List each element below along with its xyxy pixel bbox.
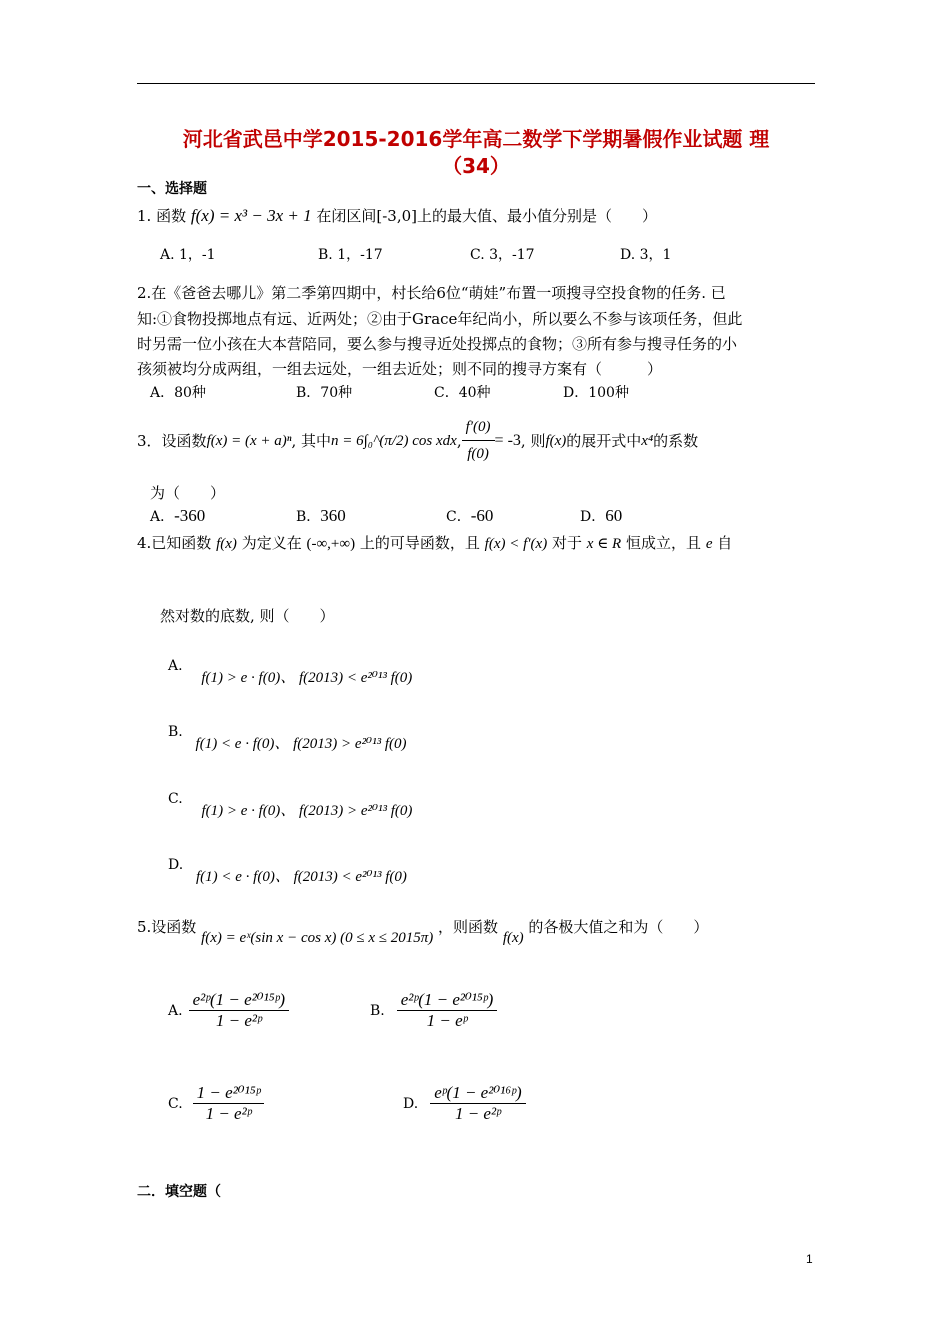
q1-number: 1.	[137, 207, 152, 225]
q5-option-a-label: A.	[168, 1002, 183, 1019]
q5-option-a-denominator: 1 − e²ᵖ	[215, 1011, 262, 1030]
q2-option-b: B．70种	[296, 385, 353, 401]
q3-option-b-value: 360	[320, 506, 346, 525]
q3-option-d-value: 60	[605, 506, 623, 525]
q4-formula-ineq: f(x) < f′(x)	[484, 536, 548, 552]
q5-option-d-denominator: 1 − e²ᵖ	[454, 1104, 501, 1123]
q3-option-c-label: C．	[446, 509, 471, 525]
q3-prefix: 设函数	[161, 431, 207, 450]
q1-suffix: 在闭区间[-3,0]上的最大值、最小值分别是（ ）	[316, 207, 658, 225]
q4-prefix: 4.已知函数	[137, 534, 212, 552]
q5-option-b	[370, 990, 497, 1031]
q4-text-4: 恒成立，且	[626, 534, 702, 552]
q5-option-c-numerator: 1 − e²⁰¹⁵ᵖ	[193, 1083, 265, 1104]
q2-line-3: 时另需一位小孩在大本营陪同，要么参与搜寻近处投掷点的食物；③所有参与搜寻任务的小	[137, 335, 738, 353]
q5-option-a-fraction	[189, 990, 290, 1031]
q1-option-b: B. 1，-17	[318, 247, 383, 263]
q5-option-d	[403, 1083, 526, 1124]
q5-option-c	[168, 1083, 264, 1124]
question-3	[137, 414, 698, 467]
q3-option-a-value: -360	[174, 506, 206, 525]
q5-suffix: 的各极大值之和为（ ）	[528, 918, 709, 936]
question-5	[137, 914, 709, 946]
q4-option-a-text: f(1) > e · f(0)、 f(2013) < e²⁰¹³ f(0)	[201, 670, 413, 686]
question-1	[137, 203, 657, 229]
q5-option-c-denominator: 1 − e²ᵖ	[205, 1104, 252, 1123]
q1-option-c: C. 3，-17	[470, 247, 535, 263]
section-choice-title: 一、选择题	[137, 181, 207, 197]
q3-formula-f: f(x) = (x + a)ⁿ	[206, 432, 292, 449]
q3-text-2: ,	[456, 431, 462, 450]
question-4	[137, 530, 732, 557]
q4-formula-f: f(x)	[216, 536, 237, 552]
header-rule	[137, 83, 815, 84]
q3-fraction-numerator: f′(0)	[462, 414, 495, 441]
q3-text-1: , 其中	[291, 431, 332, 450]
q4-text-1: 为定义在	[241, 534, 302, 552]
q5-option-b-numerator: e²ᵖ(1 − e²⁰¹⁵ᵖ)	[397, 990, 498, 1011]
q3-option-b	[296, 503, 346, 530]
q5-formula: f(x) = eˣ(sin x − cos x) (0 ≤ x ≤ 2015π)	[201, 930, 434, 946]
q5-option-a	[168, 990, 289, 1031]
q4-option-d	[168, 851, 407, 885]
q5-option-c-fraction	[193, 1083, 265, 1124]
q3-formula-fx: f(x)	[545, 432, 567, 449]
q3-option-d-label: D．	[580, 509, 606, 525]
q1-prefix: 函数	[156, 207, 187, 225]
q4-formula-e: e	[705, 536, 713, 552]
q3-suffix: 的系数	[653, 431, 699, 450]
q3-option-b-label: B．	[296, 509, 321, 525]
q3-fraction-denominator: f(0)	[467, 446, 489, 462]
q3-option-a	[150, 503, 205, 530]
q4-option-c	[168, 785, 413, 819]
q2-line-4: 孩须被均分成两组，一组去远处，一组去近处；则不同的搜寻方案有（ ）	[137, 360, 663, 378]
q5-option-d-fraction	[430, 1083, 525, 1124]
q4-line-2: 然对数的底数, 则（ ）	[160, 607, 335, 625]
q2-option-a: A．80种	[150, 385, 206, 401]
q4-option-c-label: C.	[168, 791, 183, 807]
q4-option-b	[168, 718, 407, 752]
q1-formula: f(x) = x³ − 3x + 1	[190, 206, 312, 225]
q3-number: 3．	[137, 431, 162, 450]
q4-text-2: 上的可导函数，且	[359, 534, 480, 552]
q2-line-1: 2.在《爸爸去哪儿》第二季第四期中，村长给6位“萌娃”布置一项搜寻空投食物的任务. 已	[137, 284, 726, 302]
q3-option-c	[446, 503, 493, 530]
q3-formula-n: n = 6∫₀^(π/2) cos xdx	[331, 432, 457, 449]
q5-text-1: ，则函数	[438, 918, 499, 936]
q4-option-b-text: f(1) < e · f(0)、 f(2013) > e²⁰¹³ f(0)	[195, 736, 407, 752]
q4-option-c-text: f(1) > e · f(0)、 f(2013) > e²⁰¹³ f(0)	[201, 803, 413, 819]
q3-fraction-rhs: = -3	[494, 431, 521, 449]
q4-text-3: 对于	[552, 534, 583, 552]
q3-formula-x4: x⁴	[641, 432, 654, 449]
q1-option-d: D. 3，1	[620, 247, 672, 263]
q4-formula-domain: (-∞,+∞)	[306, 536, 356, 552]
q4-option-a-label: A.	[168, 658, 183, 674]
q2-option-c: C．40种	[434, 385, 491, 401]
q4-option-d-label: D.	[168, 857, 184, 873]
q3-fraction	[462, 414, 495, 467]
document-title-number: （34）	[442, 154, 510, 178]
q5-option-a-numerator: e²ᵖ(1 − e²⁰¹⁵ᵖ)	[189, 990, 290, 1011]
q2-option-d: D．100种	[563, 385, 629, 401]
q4-option-a	[168, 652, 413, 686]
q1-option-a: A. 1，-1	[160, 247, 216, 263]
q5-prefix: 5.设函数	[137, 918, 197, 936]
q5-option-b-denominator: 1 − eᵖ	[426, 1011, 468, 1030]
q5-option-c-label: C.	[168, 1095, 183, 1112]
q5-option-b-label: B.	[370, 1002, 385, 1019]
q3-option-c-value: -60	[470, 506, 494, 525]
q3-text-4: 的展开式中	[566, 431, 642, 450]
q4-option-b-label: B.	[168, 724, 183, 740]
q5-option-d-numerator: eᵖ(1 − e²⁰¹⁶ᵖ)	[430, 1083, 525, 1104]
q4-formula-xr: x ∈ R	[586, 536, 622, 552]
q5-option-d-label: D.	[403, 1095, 419, 1112]
q3-text-3: , 则	[520, 431, 546, 450]
q5-formula-fx: f(x)	[502, 930, 524, 946]
q3-option-a-label: A．	[150, 509, 175, 525]
page-number: 1	[806, 1252, 813, 1266]
section-fill-title: 二．填空题（	[137, 1184, 221, 1200]
q3-option-d	[580, 503, 622, 530]
q4-suffix: 自	[717, 534, 733, 552]
q3-line-2: 为（ ）	[150, 484, 226, 502]
q5-option-b-fraction	[397, 990, 498, 1031]
q2-line-2: 知:①食物投掷地点有远、近两处；②由于Grace年纪尚小，所以要么不参与该项任务，但此	[137, 310, 743, 328]
q4-option-d-text: f(1) < e · f(0)、 f(2013) < e²⁰¹³ f(0)	[195, 869, 407, 885]
document-title: 河北省武邑中学2015-2016学年高二数学下学期暑假作业试题 理	[182, 127, 770, 151]
